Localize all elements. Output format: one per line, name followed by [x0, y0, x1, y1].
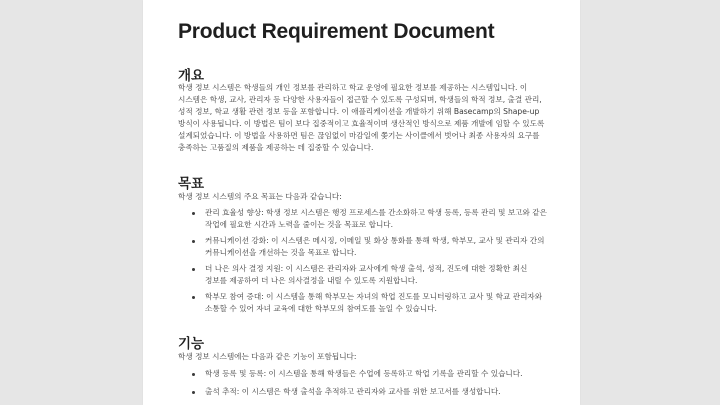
document-page	[143, 0, 580, 405]
goals-intro: 학생 정보 시스템의 주요 목표는 다음과 같습니다:	[178, 192, 342, 201]
section-heading-features: 기능	[178, 336, 205, 352]
goals-list	[178, 207, 550, 315]
document-title: Product Requirement Document	[178, 20, 495, 43]
features-intro: 학생 정보 시스템에는 다음과 같은 기능이 포함됩니다:	[178, 352, 357, 361]
features-list	[178, 368, 550, 398]
section-heading-goals: 목표	[178, 176, 205, 192]
list-item: 출석 추적: 이 시스템은 학생 출석을 추적하고 관리자와 교사를 위한 보고서를 생성합니다.	[178, 386, 550, 398]
list-item: 커뮤니케이션 강화: 이 시스템은 메시징, 이메일 및 화상 통화를 통해 학생, 학부모, 교사 및 관리자 간의 커뮤니케이션을 개선하는 것을 목표로 합니다.	[178, 235, 550, 259]
section-heading-overview: 개요	[178, 68, 205, 84]
list-item: 더 나은 의사 결정 지원: 이 시스템은 관리자와 교사에게 학생 출석, 성적, 진도에 대한 정확한 최신 정보를 제공하여 더 나은 의사결정을 내릴 수 있도록 지원합니다.	[178, 263, 550, 287]
list-item: 관리 효율성 향상: 학생 정보 시스템은 행정 프로세스를 간소화하고 학생 등록, 등록 관리 및 보고와 같은 작업에 필요한 시간과 노력을 줄이는 것을 목표로 합니다.	[178, 207, 550, 231]
list-item: 학부모 참여 증대: 이 시스템을 통해 학부모는 자녀의 학업 진도를 모니터링하고 교사 및 학교 관리자와 소통할 수 있어 자녀 교육에 대한 학부모의 참여도를 높일 수 있습니다.	[178, 291, 550, 315]
overview-paragraph: 학생 정보 시스템은 학생들의 개인 정보를 관리하고 학교 운영에 필요한 정보를 제공하는 시스템입니다. 이 시스템은 학생, 교사, 관리자 등 다양한 사용자들이 접근할 수 있도록 구성되며, 학생들의 학적 정보, 출결 관리, 성적 정보, 학교 생활 관련 정보 등을 포함합니다. 이 애플리케이션을 개발하기 위해 Basecamp의 Shape-up 방식이 사용됩니다. 이 방법은 팀이 보다 집중적이고 효율적이며 생산적인 방식으로 제품 개발에 임할 수 있도록 설계되었습니다. 이 방법을 사용하면 팀은 끊임없이 마감일에 쫓기는 사이클에서 벗어나 최종 사용자의 요구를 충족하는 고품질의 제품을 제공하는 데 집중할 수 있습니다.	[178, 83, 545, 152]
list-item: 학생 등록 및 등록: 이 시스템을 통해 학생들은 수업에 등록하고 학업 기록을 관리할 수 있습니다.	[178, 368, 550, 380]
